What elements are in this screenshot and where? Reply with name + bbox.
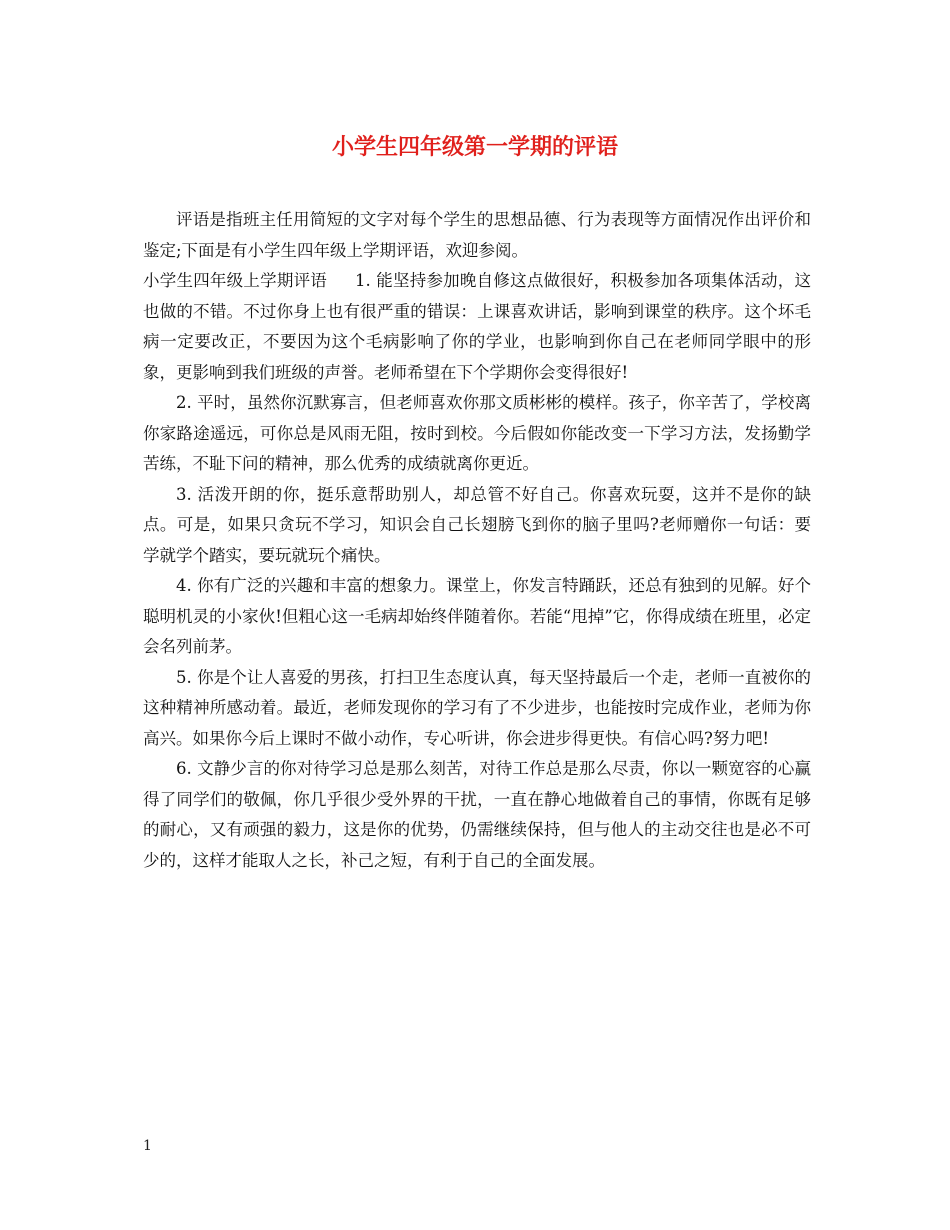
comment-paragraph-4: 4. 你有广泛的兴趣和丰富的想象力。课堂上，你发言特踊跃，还总有独到的见解。好个聪明机灵的小家伙!但粗心这一毛病却始终伴随着你。若能“甩掉”它，你得成绩在班里，必定会名列前茅。 — [143, 576, 811, 656]
comment-paragraph-6: 6. 文静少言的你对待学习总是那么刻苦，对待工作总是那么尽责，你以一颗宽容的心赢得了同学们的敬佩，你几乎很少受外界的干扰，一直在静心地做着自己的事情，你既有足够的耐心，又有顽强的毅力，这是你的优势，仍需继续保持，但与他人的主动交往也是必不可少的，这样才能取人之长，补己之短，有利于自己的全面发展。 — [143, 759, 811, 870]
intro-paragraph: 评语是指班主任用简短的文字对每个学生的思想品德、行为表现等方面情况作出评价和鉴定;下面是有小学生四年级上学期评语，欢迎参阅。 — [143, 210, 811, 260]
page-number: 1 — [143, 1138, 152, 1154]
document-title: 小学生四年级第一学期的评语 — [331, 134, 618, 160]
comment-text-1: 1. 能坚持参加晚自修这点做很好，积极参加各项集体活动，这也做的不错。不过你身上也有很严重的错误：上课喜欢讲话，影响到课堂的秩序。这个坏毛病一定要改正，不要因为这个毛病影响了你的学业，也影响到你自己在老师同学眼中的形象，更影响到我们班级的声誉。老师希望在下个学期你会变得很好! — [143, 271, 811, 382]
comment-paragraph-2: 2. 平时，虽然你沉默寡言，但老师喜欢你那文质彬彬的模样。孩子，你辛苦了，学校离你家路途遥远，可你总是风雨无阻，按时到校。今后假如你能改变一下学习方法，发扬勤学苦练，不耻下问的精神，那么优秀的成绩就离你更近。 — [143, 393, 811, 473]
section-label: 小学生四年级上学期评语 — [143, 271, 328, 290]
comment-paragraph-1 — [143, 266, 811, 388]
document-body — [143, 205, 811, 876]
comment-paragraph-3: 3. 活泼开朗的你，挺乐意帮助别人，却总管不好自己。你喜欢玩耍，这并不是你的缺点。可是，如果只贪玩不学习，知识会自己长翅膀飞到你的脑子里吗?老师赠你一句话：要学就学个踏实，要玩就玩个痛快。 — [143, 484, 811, 565]
comment-paragraph-5: 5. 你是个让人喜爱的男孩，打扫卫生态度认真，每天坚持最后一个走，老师一直被你的这种精神所感动着。最近，老师发现你的学习有了不少进步，也能按时完成作业，老师为你高兴。如果你今后上课时不做小动作，专心听讲，你会进步得更快。有信心吗?努力吧! — [143, 667, 811, 748]
